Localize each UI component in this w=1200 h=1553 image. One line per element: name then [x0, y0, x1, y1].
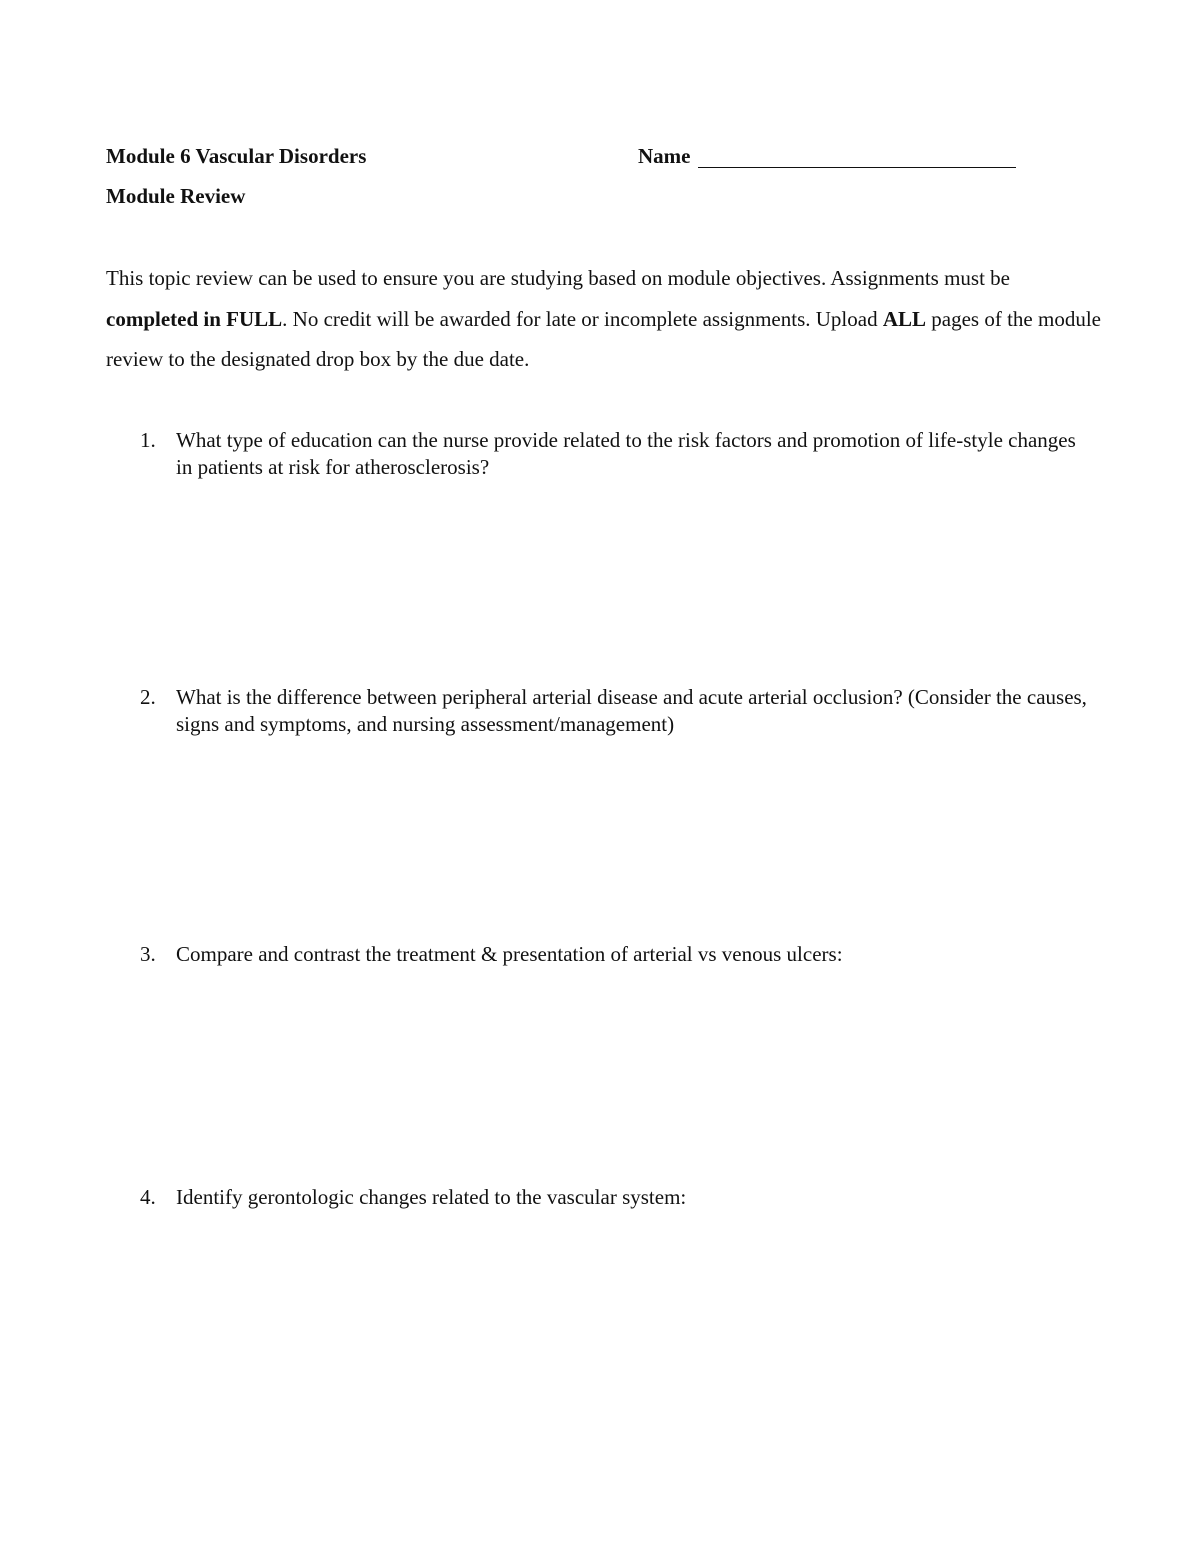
question-text: What is the difference between peripheral arterial disease and acute arterial occlusion? (Consider the causes, signs and symptoms, and nursing assessment/management): [176, 685, 1087, 736]
question-item: [106, 941, 1096, 968]
intro-text-1: This topic review can be used to ensure you are studying based on module objectives. Assignments must be: [106, 266, 1010, 290]
question-number: 4.: [140, 1185, 156, 1209]
intro-text-2: . No credit will be awarded for late or incomplete assignments. Upload: [282, 306, 883, 331]
intro-bold-completed: completed in FULL: [106, 306, 283, 331]
question-number: 3.: [140, 942, 156, 966]
intro-text-3: pages of the module review to the designated drop box by the due date.: [106, 306, 1101, 371]
name-blank-line: [698, 167, 1016, 168]
question-item: [106, 1184, 1096, 1211]
name-label: Name: [638, 144, 691, 168]
intro-bold-all: ALL: [882, 306, 927, 331]
question-text: Identify gerontologic changes related to the vascular system:: [176, 1185, 687, 1209]
question-item: [106, 684, 1096, 738]
question-number: 1.: [140, 428, 156, 452]
header-row: [106, 142, 1086, 172]
question-item: [106, 427, 1096, 481]
question-number: 2.: [140, 685, 156, 709]
document-title: Module 6 Vascular Disorders: [106, 144, 367, 168]
document-subtitle: Module Review: [106, 184, 246, 208]
intro-paragraph: [106, 258, 1106, 380]
question-text: What type of education can the nurse provide related to the risk factors and promotion of life-style changes in patients at risk for atherosclerosis?: [176, 428, 1076, 479]
question-text: Compare and contrast the treatment & presentation of arterial vs venous ulcers:: [176, 942, 843, 966]
